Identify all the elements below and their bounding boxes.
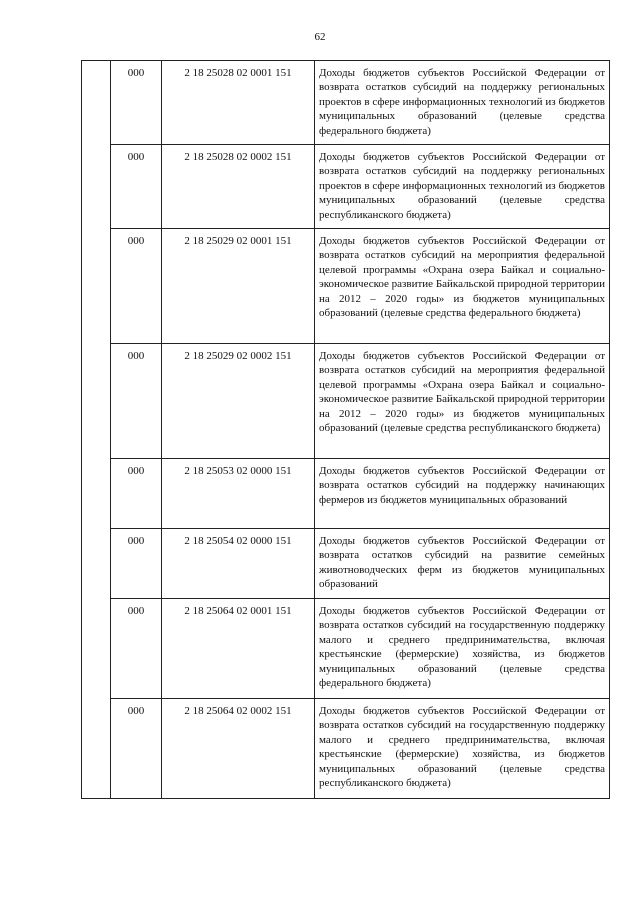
revenue-name-cell: Доходы бюджетов субъектов Российской Федерации от возврата остатков субсидий на мероприятия федеральной целевой программы «Охрана озера Байкал и социально-экономическое развитие Байкальской природной территории на 2012 – 2020 годы» из бюджетов муниципальных образований (целевые средства федерального бюджета) (315, 229, 610, 344)
admin-code-cell: 000 (111, 145, 162, 229)
admin-code-cell: 000 (111, 344, 162, 459)
table-row (82, 145, 610, 229)
revenue-code-cell: 2 18 25028 02 0002 151 (162, 145, 315, 229)
admin-code-cell: 000 (111, 229, 162, 344)
revenue-name-cell: Доходы бюджетов субъектов Российской Федерации от возврата остатков субсидий на государственную поддержку малого и среднего предпринимательства, включая крестьянские (фермерские) хозяйства, из бюджетов муниципальных образований (целевые средства федерального бюджета) (315, 599, 610, 699)
revenue-code-cell: 2 18 25029 02 0002 151 (162, 344, 315, 459)
revenue-name-cell: Доходы бюджетов субъектов Российской Федерации от возврата остатков субсидий на государственную поддержку малого и среднего предпринимательства, включая крестьянские (фермерские) хозяйства, из бюджетов муниципальных образований (целевые средства республиканского бюджета) (315, 699, 610, 799)
revenue-codes-table (81, 60, 610, 799)
revenue-code-cell: 2 18 25028 02 0001 151 (162, 61, 315, 145)
admin-code-cell: 000 (111, 529, 162, 599)
table-row (82, 699, 610, 799)
admin-code-cell: 000 (111, 599, 162, 699)
revenue-name-cell: Доходы бюджетов субъектов Российской Федерации от возврата остатков субсидий на поддержку региональных проектов в сфере информационных технологий из бюджетов муниципальных образований (целевые средства федерального бюджета) (315, 61, 610, 145)
admin-code-cell: 000 (111, 699, 162, 799)
table-row (82, 599, 610, 699)
admin-code-cell: 000 (111, 459, 162, 529)
revenue-name-cell: Доходы бюджетов субъектов Российской Федерации от возврата остатков субсидий на поддержку региональных проектов в сфере информационных технологий из бюджетов муниципальных образований (целевые средства республиканского бюджета) (315, 145, 610, 229)
table-row (82, 61, 610, 145)
revenue-name-cell: Доходы бюджетов субъектов Российской Федерации от возврата остатков субсидий на развитие семейных животноводческих ферм из бюджетов муниципальных образований (315, 529, 610, 599)
table-row (82, 229, 610, 344)
table-row (82, 459, 610, 529)
revenue-code-cell: 2 18 25064 02 0002 151 (162, 699, 315, 799)
revenue-code-cell: 2 18 25054 02 0000 151 (162, 529, 315, 599)
empty-cell (82, 61, 111, 799)
table-row (82, 529, 610, 599)
table-row (82, 344, 610, 459)
admin-code-cell: 000 (111, 61, 162, 145)
revenue-name-cell: Доходы бюджетов субъектов Российской Федерации от возврата остатков субсидий на поддержку начинающих фермеров из бюджетов муниципальных образований (315, 459, 610, 529)
revenue-code-cell: 2 18 25064 02 0001 151 (162, 599, 315, 699)
page-number: 62 (314, 31, 326, 43)
revenue-name-cell: Доходы бюджетов субъектов Российской Федерации от возврата остатков субсидий на мероприятия федеральной целевой программы «Охрана озера Байкал и социально-экономическое развитие Байкальской природной территории на 2012 – 2020 годы» из бюджетов муниципальных образований (целевые средства республиканского бюджета) (315, 344, 610, 459)
revenue-code-cell: 2 18 25029 02 0001 151 (162, 229, 315, 344)
revenue-code-cell: 2 18 25053 02 0000 151 (162, 459, 315, 529)
